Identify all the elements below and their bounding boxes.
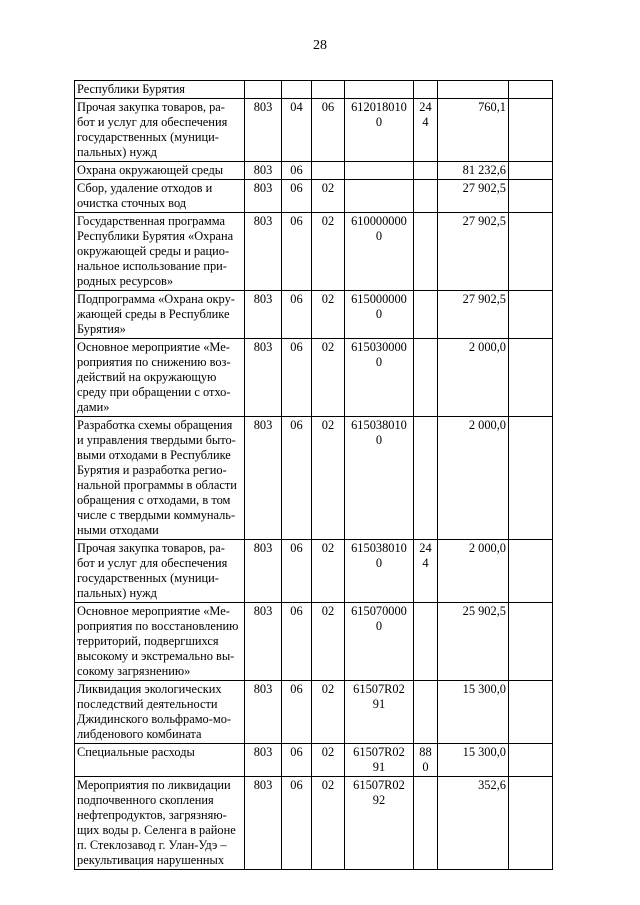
row-name-cell: Основное мероприятие «Ме- роприятия по восстановлению территорий, подвергшихся высокому и экстремально вы- сокому загрязнению» bbox=[75, 603, 245, 681]
subsection-code-cell bbox=[312, 81, 345, 99]
row-name-cell: Разработка схемы обращения и управления твердыми быто- выми отходами в Республике Бурятия и разработка регио- нальной программы в области обращения с отходами, в том числе с твердыми коммуналь- ными отходами bbox=[75, 417, 245, 540]
subsection-code-cell: 06 bbox=[312, 99, 345, 162]
target-article-cell: 61507R02 92 bbox=[345, 777, 414, 870]
ministry-code-cell: 803 bbox=[245, 180, 282, 213]
empty-cell bbox=[509, 540, 553, 603]
target-article-cell: 61507R02 91 bbox=[345, 681, 414, 744]
empty-cell bbox=[509, 777, 553, 870]
subsection-code-cell: 02 bbox=[312, 540, 345, 603]
ministry-code-cell: 803 bbox=[245, 339, 282, 417]
target-article-cell: 61507R02 91 bbox=[345, 744, 414, 777]
table-row bbox=[75, 99, 553, 162]
empty-cell bbox=[509, 339, 553, 417]
amount-cell: 15 300,0 bbox=[438, 681, 509, 744]
amount-cell: 27 902,5 bbox=[438, 180, 509, 213]
section-code-cell: 06 bbox=[282, 180, 312, 213]
amount-cell: 25 902,5 bbox=[438, 603, 509, 681]
expense-type-cell bbox=[414, 291, 438, 339]
empty-cell bbox=[509, 180, 553, 213]
row-name-cell: Охрана окружающей среды bbox=[75, 162, 245, 180]
amount-cell: 352,6 bbox=[438, 777, 509, 870]
row-name-cell: Подпрограмма «Охрана окру- жающей среды в Республике Бурятия» bbox=[75, 291, 245, 339]
ministry-code-cell: 803 bbox=[245, 681, 282, 744]
budget-table-body bbox=[75, 81, 553, 870]
target-article-cell bbox=[345, 180, 414, 213]
subsection-code-cell: 02 bbox=[312, 291, 345, 339]
amount-cell: 15 300,0 bbox=[438, 744, 509, 777]
section-code-cell: 06 bbox=[282, 603, 312, 681]
subsection-code-cell: 02 bbox=[312, 744, 345, 777]
empty-cell bbox=[509, 291, 553, 339]
ministry-code-cell: 803 bbox=[245, 213, 282, 291]
section-code-cell bbox=[282, 81, 312, 99]
empty-cell bbox=[509, 681, 553, 744]
subsection-code-cell: 02 bbox=[312, 417, 345, 540]
target-article-cell: 610000000 0 bbox=[345, 213, 414, 291]
expense-type-cell bbox=[414, 339, 438, 417]
target-article-cell bbox=[345, 81, 414, 99]
amount-cell: 2 000,0 bbox=[438, 339, 509, 417]
section-code-cell: 06 bbox=[282, 744, 312, 777]
ministry-code-cell: 803 bbox=[245, 744, 282, 777]
section-code-cell: 06 bbox=[282, 540, 312, 603]
row-name-cell: Республики Бурятия bbox=[75, 81, 245, 99]
target-article-cell: 615000000 0 bbox=[345, 291, 414, 339]
expense-type-cell: 24 4 bbox=[414, 99, 438, 162]
row-name-cell: Основное мероприятие «Ме- роприятия по снижению воз- действий на окружающую среду при обращении с отхо- дами» bbox=[75, 339, 245, 417]
empty-cell bbox=[509, 81, 553, 99]
expense-type-cell bbox=[414, 213, 438, 291]
target-article-cell: 612018010 0 bbox=[345, 99, 414, 162]
subsection-code-cell: 02 bbox=[312, 180, 345, 213]
ministry-code-cell bbox=[245, 81, 282, 99]
amount-cell: 27 902,5 bbox=[438, 291, 509, 339]
table-row bbox=[75, 213, 553, 291]
row-name-cell: Прочая закупка товаров, ра- бот и услуг для обеспечения государственных (муници- пальных) нужд bbox=[75, 540, 245, 603]
table-row bbox=[75, 603, 553, 681]
expense-type-cell bbox=[414, 603, 438, 681]
ministry-code-cell: 803 bbox=[245, 99, 282, 162]
section-code-cell: 06 bbox=[282, 681, 312, 744]
subsection-code-cell: 02 bbox=[312, 777, 345, 870]
target-article-cell bbox=[345, 162, 414, 180]
table-row bbox=[75, 540, 553, 603]
table-row bbox=[75, 162, 553, 180]
amount-cell: 2 000,0 bbox=[438, 417, 509, 540]
amount-cell: 27 902,5 bbox=[438, 213, 509, 291]
empty-cell bbox=[509, 744, 553, 777]
row-name-cell: Государственная программа Республики Бурятия «Охрана окружающей среды и рацио- нальное использование при- родных ресурсов» bbox=[75, 213, 245, 291]
subsection-code-cell: 02 bbox=[312, 603, 345, 681]
ministry-code-cell: 803 bbox=[245, 162, 282, 180]
subsection-code-cell: 02 bbox=[312, 681, 345, 744]
ministry-code-cell: 803 bbox=[245, 540, 282, 603]
ministry-code-cell: 803 bbox=[245, 603, 282, 681]
expense-type-cell bbox=[414, 417, 438, 540]
row-name-cell: Специальные расходы bbox=[75, 744, 245, 777]
section-code-cell: 06 bbox=[282, 417, 312, 540]
expense-type-cell bbox=[414, 777, 438, 870]
row-name-cell: Сбор, удаление отходов и очистка сточных вод bbox=[75, 180, 245, 213]
row-name-cell: Ликвидация экологических последствий деятельности Джидинского вольфрамо-мо- либденового комбината bbox=[75, 681, 245, 744]
expense-type-cell bbox=[414, 180, 438, 213]
section-code-cell: 06 bbox=[282, 213, 312, 291]
empty-cell bbox=[509, 99, 553, 162]
expense-type-cell bbox=[414, 162, 438, 180]
section-code-cell: 06 bbox=[282, 291, 312, 339]
table-row bbox=[75, 339, 553, 417]
empty-cell bbox=[509, 417, 553, 540]
target-article-cell: 615030000 0 bbox=[345, 339, 414, 417]
target-article-cell: 615070000 0 bbox=[345, 603, 414, 681]
row-name-cell: Прочая закупка товаров, ра- бот и услуг для обеспечения государственных (муници- пальных) нужд bbox=[75, 99, 245, 162]
amount-cell: 81 232,6 bbox=[438, 162, 509, 180]
amount-cell: 760,1 bbox=[438, 99, 509, 162]
subsection-code-cell bbox=[312, 162, 345, 180]
section-code-cell: 06 bbox=[282, 777, 312, 870]
expense-type-cell bbox=[414, 681, 438, 744]
table-row bbox=[75, 81, 553, 99]
expense-type-cell bbox=[414, 81, 438, 99]
ministry-code-cell: 803 bbox=[245, 291, 282, 339]
table-row bbox=[75, 777, 553, 870]
amount-cell bbox=[438, 81, 509, 99]
table-row bbox=[75, 744, 553, 777]
expense-type-cell: 88 0 bbox=[414, 744, 438, 777]
budget-table bbox=[74, 80, 553, 870]
ministry-code-cell: 803 bbox=[245, 777, 282, 870]
subsection-code-cell: 02 bbox=[312, 339, 345, 417]
section-code-cell: 06 bbox=[282, 339, 312, 417]
page-number: 28 bbox=[313, 38, 327, 53]
amount-cell: 2 000,0 bbox=[438, 540, 509, 603]
ministry-code-cell: 803 bbox=[245, 417, 282, 540]
target-article-cell: 615038010 0 bbox=[345, 540, 414, 603]
section-code-cell: 06 bbox=[282, 162, 312, 180]
table-row bbox=[75, 681, 553, 744]
empty-cell bbox=[509, 213, 553, 291]
expense-type-cell: 24 4 bbox=[414, 540, 438, 603]
table-row bbox=[75, 180, 553, 213]
empty-cell bbox=[509, 162, 553, 180]
table-row bbox=[75, 291, 553, 339]
empty-cell bbox=[509, 603, 553, 681]
subsection-code-cell: 02 bbox=[312, 213, 345, 291]
table-row bbox=[75, 417, 553, 540]
target-article-cell: 615038010 0 bbox=[345, 417, 414, 540]
row-name-cell: Мероприятия по ликвидации подпочвенного скопления нефтепродуктов, загрязняю- щих воды р. Селенга в районе п. Стеклозавод г. Улан-Удэ – рекультивация нарушенных bbox=[75, 777, 245, 870]
section-code-cell: 04 bbox=[282, 99, 312, 162]
